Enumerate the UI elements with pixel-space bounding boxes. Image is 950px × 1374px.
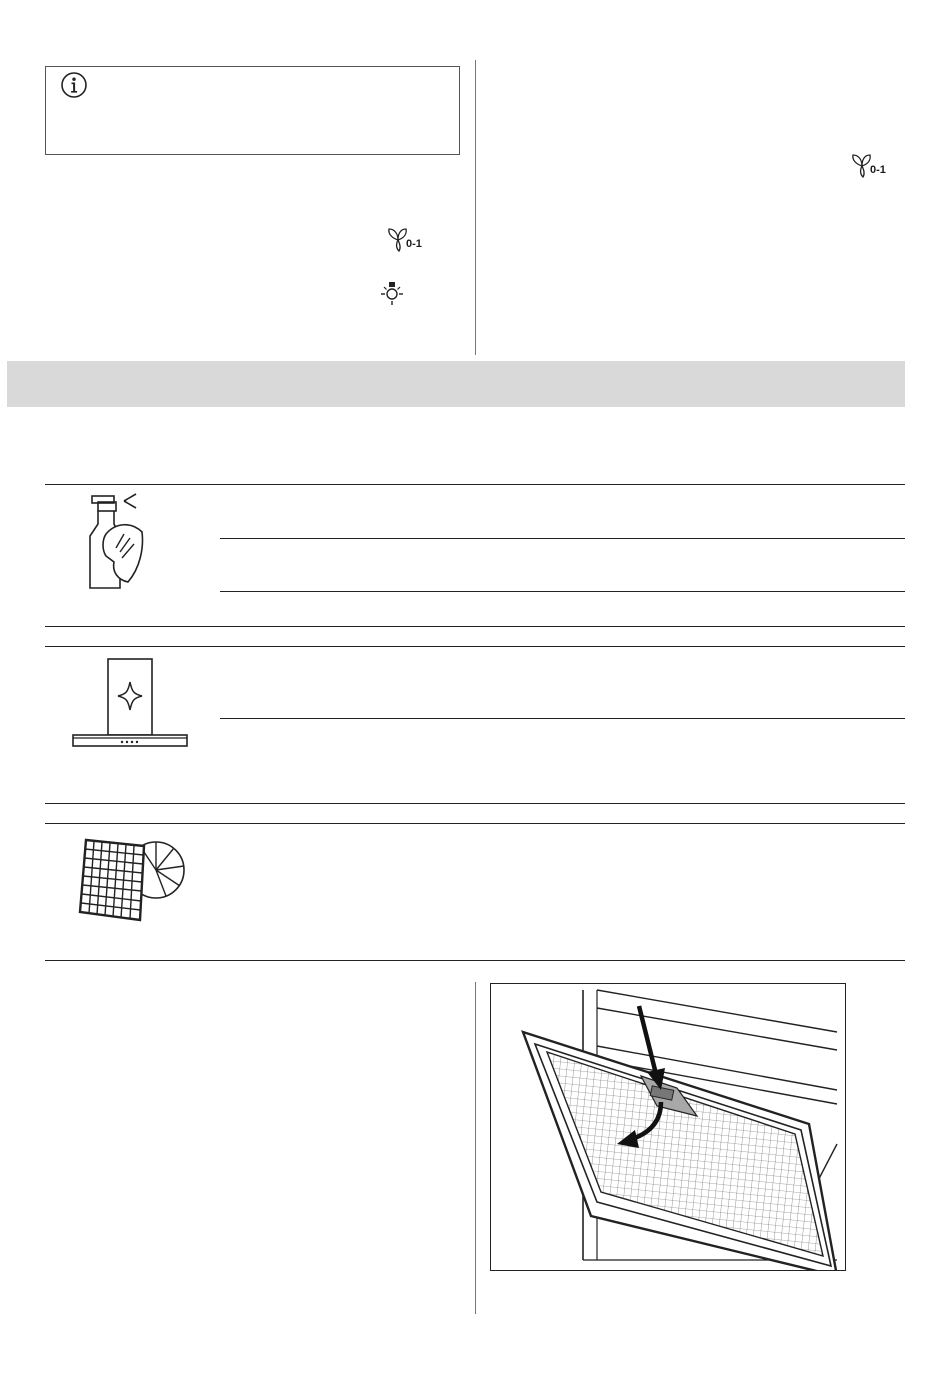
column-divider-top: [475, 60, 476, 355]
spray-cleaning-icon: [84, 492, 154, 592]
fan-speed-icon-right: [850, 152, 894, 180]
table-rule-bottom-1: [45, 626, 905, 627]
table-rule-bottom-2: [45, 803, 905, 804]
table-rule-bottom-3: [45, 960, 905, 961]
cooker-hood-icon: [72, 658, 188, 748]
table-rule-top-2: [45, 646, 905, 647]
section-header-bar: [7, 361, 905, 407]
column-divider-bottom: [475, 982, 476, 1314]
table-rule-inner-2: [220, 591, 905, 592]
fan-speed-label: 0-1: [406, 238, 422, 250]
info-note-box: [45, 66, 460, 155]
table-rule-inner-3: [220, 718, 905, 719]
filter-removal-illustration: [490, 983, 846, 1271]
table-rule-inner-1: [220, 538, 905, 539]
table-rule-top-3: [45, 823, 905, 824]
fan-speed-icon: [386, 226, 430, 254]
grease-filter-icon: [78, 832, 188, 924]
light-bulb-icon: [378, 280, 406, 308]
table-rule-top: [45, 484, 905, 485]
info-icon: [60, 71, 88, 99]
fan-speed-label-right: 0-1: [870, 164, 886, 176]
